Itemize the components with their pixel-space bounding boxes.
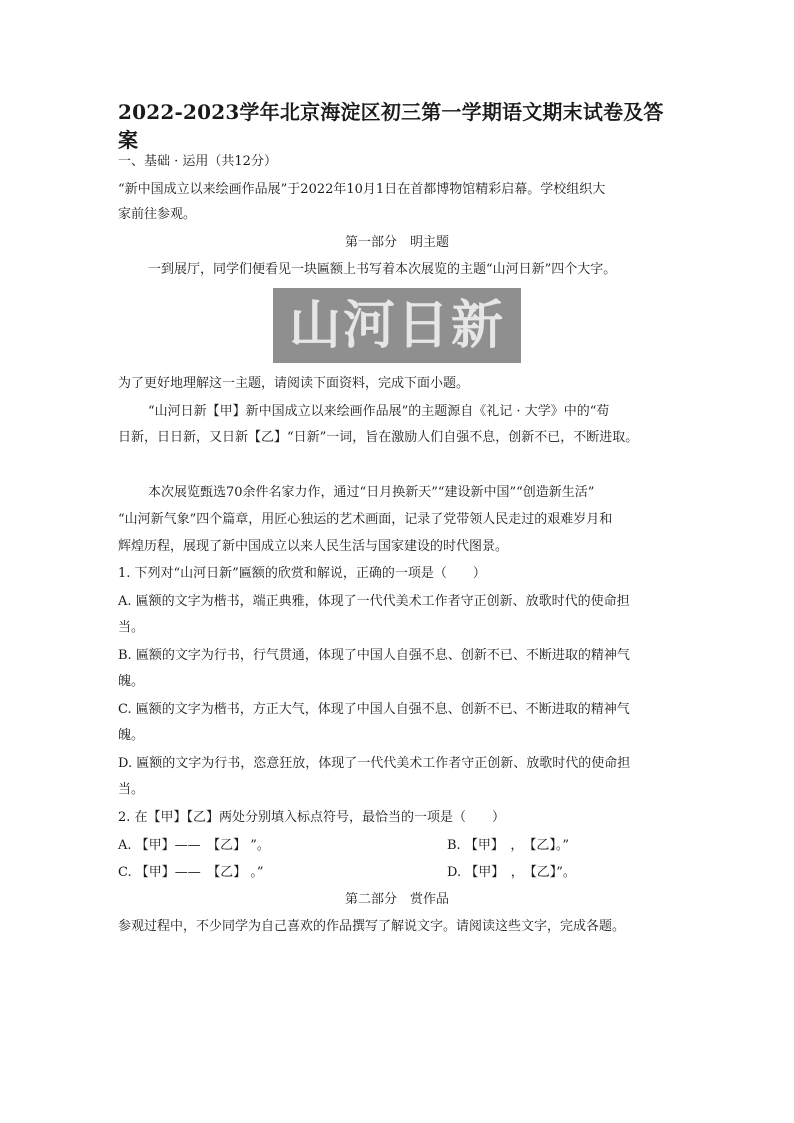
q1-option-d-line-2: 当。 — [118, 782, 145, 797]
intro-line-2: 家前往参观。 — [118, 207, 197, 222]
q2-option-b: B. 【甲】 ， 【乙】。” — [447, 838, 569, 853]
para2-line-1: 本次展览甄选70余件名家力作，通过“日月换新天”“建设新中国”“创造新生活” — [148, 485, 595, 500]
intro-line-1: “新中国成立以来绘画作品展”于2022年10月1日在首都博物馆精彩启幕。学校组织大 — [118, 182, 606, 197]
para1-line-1: “山河日新【甲】新中国成立以来绘画作品展”的主题源自《礼记 · 大学》中的“苟 — [148, 404, 610, 419]
banner-text: 山河日新 — [288, 294, 505, 356]
part2-heading: 第二部分 赏作品 — [344, 892, 449, 907]
page-title: 2022-2023学年北京海淀区初三第一学期语文期末试卷及答案 — [118, 100, 664, 152]
part1-heading: 第一部分 明主题 — [344, 235, 449, 250]
para1-line-2: 日新，日日新，又日新【乙】“日新”一词，旨在激励人们自强不息，创新不已，不断进取。 — [118, 430, 639, 445]
para2-line-2: “山河新气象”四个篇章，用匠心独运的艺术画面，记录了党带领人民走过的艰难岁月和 — [118, 512, 613, 527]
instruction-line: 为了更好地理解这一主题，请阅读下面资料，完成下面小题。 — [118, 376, 470, 391]
q1-option-c-line-2: 魄。 — [118, 728, 145, 743]
question-2-stem: 2. 在【甲】【乙】两处分别填入标点符号，最恰当的一项是（ ） — [118, 810, 506, 825]
q2-option-c: C. 【甲】—— 【乙】 。” — [118, 865, 264, 880]
section-heading: 一、基础 · 运用（共12分） — [118, 154, 277, 169]
question-1-stem: 1. 下列对“山河日新”匾额的欣赏和解说，正确的一项是（ ） — [118, 566, 486, 581]
q1-option-a-line-2: 当。 — [118, 620, 145, 635]
q2-option-d: D. 【甲】 ， 【乙】”。 — [447, 865, 576, 880]
para2-line-3: 辉煌历程，展现了新中国成立以来人民生活与国家建设的时代图景。 — [118, 539, 509, 554]
part2-line: 参观过程中，不少同学为自己喜欢的作品撰写了解说文字。请阅读这些文字，完成各题。 — [118, 919, 626, 934]
q1-option-b-line-1: B. 匾额的文字为行书，行气贯通，体现了中国人自强不息、创新不已、不断进取的精神气 — [118, 648, 630, 663]
q1-option-c-line-1: C. 匾额的文字为楷书，方正大气，体现了中国人自强不息、创新不已、不断进取的精神气 — [118, 702, 630, 717]
q1-option-b-line-2: 魄。 — [118, 674, 145, 689]
q2-option-a: A. 【甲】—— 【乙】 ”。 — [118, 838, 270, 853]
calligraphy-banner-image — [273, 288, 521, 363]
q1-option-d-line-1: D. 匾额的文字为行书，恣意狂放，体现了一代代美术工作者守正创新、放歌时代的使命担 — [118, 756, 631, 771]
part1-line: 一到展厅，同学们便看见一块匾额上书写着本次展览的主题“山河日新”四个大字。 — [148, 262, 617, 277]
q1-option-a-line-1: A. 匾额的文字为楷书，端正典雅，体现了一代代美术工作者守正创新、放歌时代的使命担 — [118, 594, 630, 609]
